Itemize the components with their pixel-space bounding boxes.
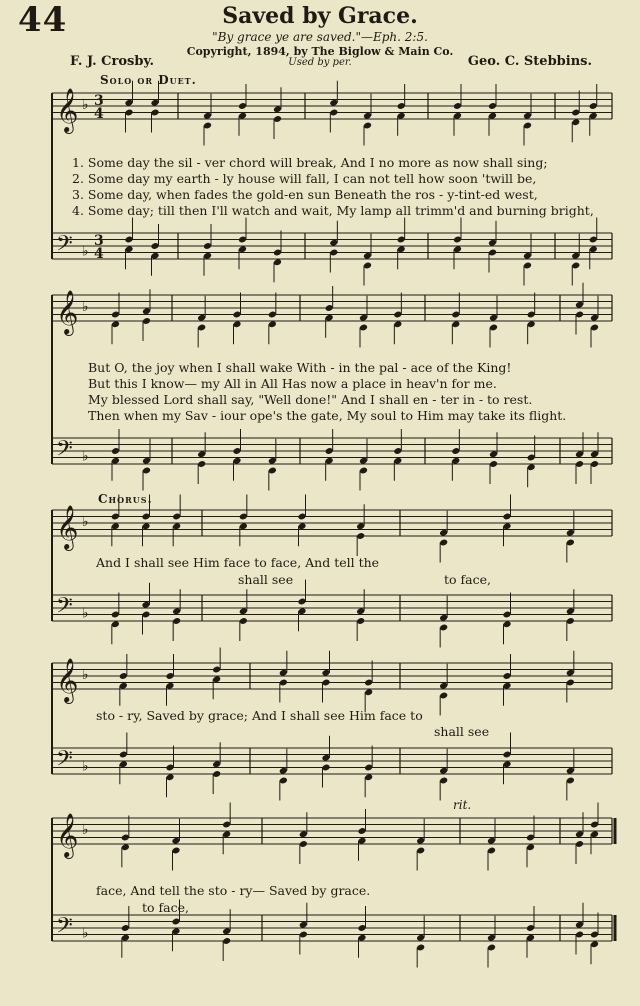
bass-clef: 𝄢 bbox=[56, 231, 73, 262]
copyright-notice: Copyright, 1894, by The Biglow & Main Co. bbox=[186, 45, 454, 58]
flat-key-signature: ♭ bbox=[82, 758, 89, 775]
chorus-line-3: face, And tell the sto - ry— Saved by grace. bbox=[96, 883, 371, 898]
treble-clef: 𝄞 bbox=[56, 505, 79, 549]
verse-4-line-1: 4. Some day; till then I'll watch and wait, My lamp all trimm'd and burning bright, bbox=[72, 203, 594, 218]
scripture-reference: "By grace ye are saved."—Eph. 2:5. bbox=[212, 30, 428, 44]
chorus-marking: Chorus. bbox=[98, 492, 153, 506]
time-signature-upper: 3 bbox=[94, 233, 104, 249]
treble-clef: 𝄞 bbox=[56, 658, 79, 702]
chorus-line-1-echo-a: shall see bbox=[238, 572, 294, 587]
permission-notice: Used by per. bbox=[288, 57, 352, 68]
composer: Geo. C. Stebbins. bbox=[467, 54, 592, 69]
time-signature-lower: 4 bbox=[94, 246, 104, 262]
chorus-line-1-echo-b: to face, bbox=[444, 572, 491, 587]
bass-clef: 𝄢 bbox=[56, 746, 73, 777]
time-signature-lower: 4 bbox=[94, 106, 104, 122]
page-number: 44 bbox=[18, 0, 68, 40]
flat-key-signature: ♭ bbox=[82, 514, 89, 530]
ritardando-marking: rit. bbox=[453, 798, 472, 812]
chorus-line-2-echo: shall see bbox=[434, 724, 490, 739]
verse-1-line-1: 1. Some day the sil - ver chord will break, And I no more as now shall sing; bbox=[72, 155, 548, 170]
flat-key-signature: ♭ bbox=[82, 605, 89, 622]
chorus-line-2: sto - ry, Saved by grace; And I shall see Him face to bbox=[96, 708, 423, 723]
bass-clef: 𝄢 bbox=[56, 593, 73, 624]
flat-key-signature: ♭ bbox=[82, 822, 89, 838]
time-signature-upper: 3 bbox=[94, 93, 104, 109]
flat-key-signature: ♭ bbox=[82, 299, 89, 315]
bass-clef: 𝄢 bbox=[56, 436, 73, 467]
verse-4-line-2: Then when my Sav - iour ope's the gate, My soul to Him may take its flight. bbox=[88, 408, 567, 423]
verse-3-line-2: My blessed Lord shall say, "Well done!" And I shall en - ter in - to rest. bbox=[88, 392, 533, 407]
hymn-title: Saved by Grace. bbox=[222, 3, 418, 29]
treble-clef: 𝄞 bbox=[56, 813, 79, 857]
treble-clef: 𝄞 bbox=[56, 88, 79, 132]
treble-clef: 𝄞 bbox=[56, 290, 79, 334]
flat-key-signature: ♭ bbox=[82, 448, 89, 465]
verse-3-line-1: 3. Some day, when fades the gold-en sun Beneath the ros - y-tint-ed west, bbox=[72, 187, 538, 202]
chorus-line-1: And I shall see Him face to face, And tell the bbox=[96, 555, 380, 570]
lyricist: F. J. Crosby. bbox=[70, 54, 155, 69]
verse-2-line-2: But this I know— my All in All Has now a place in heav'n for me. bbox=[88, 376, 497, 391]
flat-key-signature: ♭ bbox=[82, 925, 89, 942]
verse-2-line-1: 2. Some day my earth - ly house will fall, I can not tell how soon 'twill be, bbox=[72, 171, 537, 186]
bass-clef: 𝄢 bbox=[56, 913, 73, 944]
flat-key-signature: ♭ bbox=[82, 667, 89, 683]
chorus-line-3-echo: to face, bbox=[142, 900, 189, 915]
verse-1-line-2: But O, the joy when I shall wake With - in the pal - ace of the King! bbox=[88, 360, 512, 375]
solo-duet-marking: Solo or Duet. bbox=[100, 73, 197, 87]
flat-key-signature: ♭ bbox=[82, 97, 89, 113]
flat-key-signature: ♭ bbox=[82, 243, 89, 260]
